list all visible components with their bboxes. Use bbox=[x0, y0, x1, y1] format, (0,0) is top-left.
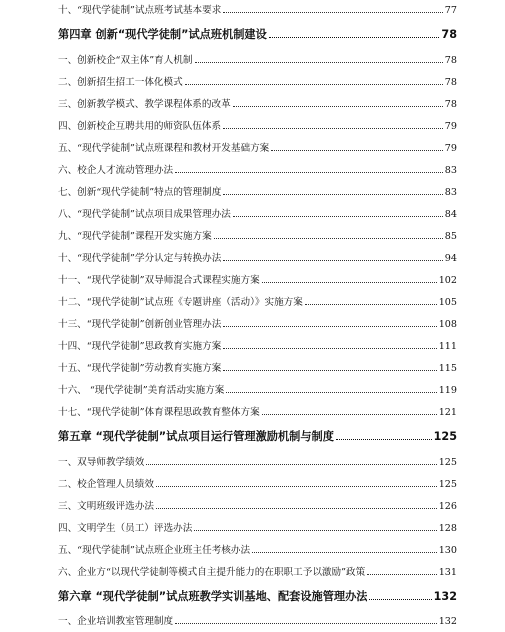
toc-entry-page: 102 bbox=[438, 275, 457, 286]
toc-entry bbox=[58, 478, 457, 492]
leader-dots bbox=[223, 260, 442, 261]
toc-entry bbox=[58, 98, 457, 112]
toc-entry bbox=[58, 120, 457, 134]
toc-entry bbox=[58, 208, 457, 222]
leader-dots bbox=[233, 216, 443, 217]
toc-entry bbox=[58, 4, 457, 18]
leader-dots bbox=[262, 282, 437, 283]
toc-entry-title: 十六、 “现代学徒制”美育活动实施方案 bbox=[58, 385, 225, 396]
toc-entry-title: 五、“现代学徒制”试点班课程和教材开发基础方案 bbox=[58, 143, 270, 154]
leader-dots bbox=[185, 84, 443, 85]
leader-dots bbox=[305, 304, 437, 305]
leader-dots bbox=[271, 150, 443, 151]
leader-dots bbox=[262, 414, 437, 415]
toc-chapter-heading bbox=[58, 430, 457, 444]
toc-entry-page: 79 bbox=[444, 143, 457, 154]
leader-dots bbox=[369, 599, 431, 600]
toc-entry bbox=[58, 522, 457, 536]
leader-dots bbox=[226, 392, 436, 393]
toc-entry-title: 十七、“现代学徒制”体育课程思政教育整体方案 bbox=[58, 407, 260, 418]
toc-entry-page: 78 bbox=[444, 77, 457, 88]
toc-entry bbox=[58, 406, 457, 420]
toc-entry bbox=[58, 186, 457, 200]
toc-entry-title: 三、文明班级评选办法 bbox=[58, 501, 154, 512]
toc-entry bbox=[58, 544, 457, 558]
leader-dots bbox=[252, 552, 437, 553]
toc-entry-title: 六、校企人才流动管理办法 bbox=[58, 165, 174, 176]
toc-entry-title: 十四、“现代学徒制”思政教育实施方案 bbox=[58, 341, 222, 352]
toc-entry-page: 83 bbox=[444, 187, 457, 198]
toc-entry-title: 四、文明学生（员工）评选办法 bbox=[58, 523, 193, 534]
leader-dots bbox=[175, 623, 437, 624]
leader-dots bbox=[269, 37, 440, 38]
toc-entry bbox=[58, 384, 457, 398]
leader-dots bbox=[195, 62, 443, 63]
leader-dots bbox=[146, 464, 436, 465]
toc-entry bbox=[58, 54, 457, 68]
toc-entry-title: 六、企业方“以现代学徒制等模式自主提升能力的在职职工予以激励”政策 bbox=[58, 567, 366, 578]
toc-entry-title: 十三、“现代学徒制”创新创业管理办法 bbox=[58, 319, 222, 330]
toc-entry-page: 121 bbox=[438, 407, 457, 418]
toc-chapter-heading bbox=[58, 28, 457, 42]
toc-entry-title: 二、创新招生招工一体化模式 bbox=[58, 77, 183, 88]
toc-chapter-title: 第六章 “现代学徒制”试点班教学实训基地、配套设施管理办法 bbox=[58, 590, 368, 603]
leader-dots bbox=[223, 128, 443, 129]
leader-dots bbox=[367, 574, 436, 575]
toc-entry-page: 84 bbox=[444, 209, 457, 220]
toc-entry bbox=[58, 230, 457, 244]
toc-chapter-page: 132 bbox=[433, 590, 457, 603]
toc-entry bbox=[58, 615, 457, 629]
toc-entry-title: 七、创新“现代学徒制”特点的管理制度 bbox=[58, 187, 222, 198]
toc-entry-page: 119 bbox=[438, 385, 457, 396]
toc-entry bbox=[58, 566, 457, 580]
leader-dots bbox=[194, 530, 436, 531]
toc-entry-page: 79 bbox=[444, 121, 457, 132]
toc-entry-page: 128 bbox=[438, 523, 457, 534]
toc-entry-page: 77 bbox=[444, 5, 457, 16]
toc-entry-title: 一、企业培训教室管理制度 bbox=[58, 616, 174, 627]
leader-dots bbox=[175, 172, 443, 173]
leader-dots bbox=[233, 106, 443, 107]
toc-entry bbox=[58, 274, 457, 288]
leader-dots bbox=[223, 370, 436, 371]
leader-dots bbox=[223, 326, 436, 327]
toc-entry-title: 十五、“现代学徒制”劳动教育实施方案 bbox=[58, 363, 222, 374]
toc-entry bbox=[58, 164, 457, 178]
toc-chapter-heading bbox=[58, 590, 457, 604]
toc-entry-page: 131 bbox=[438, 567, 457, 578]
toc-chapter-title: 第四章 创新“现代学徒制”试点班机制建设 bbox=[58, 28, 267, 41]
toc-entry-title: 十二、“现代学徒制”试点班《专题讲座（活动）》实施方案 bbox=[58, 297, 303, 308]
toc-entry-title: 一、创新校企“双主体”育人机制 bbox=[58, 55, 193, 66]
toc-entry-title: 九、“现代学徒制”课程开发实施方案 bbox=[58, 231, 212, 242]
leader-dots bbox=[156, 486, 437, 487]
toc-chapter-title: 第五章 “现代学徒制”试点项目运行管理激励机制与制度 bbox=[58, 430, 334, 443]
toc-entry-title: 十、“现代学徒制”试点班考试基本要求 bbox=[58, 5, 222, 16]
toc-entry-title: 三、创新教学模式、教学课程体系的改革 bbox=[58, 99, 231, 110]
toc-entry bbox=[58, 362, 457, 376]
toc-entry-page: 105 bbox=[438, 297, 457, 308]
toc-entry bbox=[58, 296, 457, 310]
toc-entry-page: 130 bbox=[438, 545, 457, 556]
leader-dots bbox=[223, 348, 436, 349]
toc-entry bbox=[58, 76, 457, 90]
toc-entry bbox=[58, 500, 457, 514]
leader-dots bbox=[156, 508, 437, 509]
toc-entry-page: 132 bbox=[438, 616, 457, 627]
leader-dots bbox=[214, 238, 443, 239]
toc-entry bbox=[58, 252, 457, 266]
leader-dots bbox=[223, 194, 442, 195]
toc-entry-title: 五、“现代学徒制”试点班企业班主任考核办法 bbox=[58, 545, 251, 556]
toc-chapter-page: 78 bbox=[441, 28, 457, 41]
toc-entry bbox=[58, 142, 457, 156]
toc-entry bbox=[58, 318, 457, 332]
toc-entry-page: 78 bbox=[444, 99, 457, 110]
toc-entry-page: 115 bbox=[438, 363, 457, 374]
toc-entry-page: 108 bbox=[438, 319, 457, 330]
toc-entry-page: 126 bbox=[438, 501, 457, 512]
toc-entry-page: 111 bbox=[438, 341, 457, 352]
toc-entry-page: 83 bbox=[444, 165, 457, 176]
toc-entry-title: 一、双导师教学绩效 bbox=[58, 457, 145, 468]
toc-entry-page: 125 bbox=[438, 457, 457, 468]
toc-entry-title: 二、校企管理人员绩效 bbox=[58, 479, 154, 490]
toc-chapter-page: 125 bbox=[433, 430, 457, 443]
toc-entry-title: 十、“现代学徒制”学分认定与转换办法 bbox=[58, 253, 222, 264]
leader-dots bbox=[223, 12, 442, 13]
toc-entry-title: 八、“现代学徒制”试点项目成果管理办法 bbox=[58, 209, 231, 220]
toc-entry-title: 十一、“现代学徒制”双导师混合式课程实施方案 bbox=[58, 275, 260, 286]
toc-entry-page: 94 bbox=[444, 253, 457, 264]
toc-entry-title: 四、创新校企互聘共用的师资队伍体系 bbox=[58, 121, 222, 132]
leader-dots bbox=[336, 439, 432, 440]
toc-entry bbox=[58, 456, 457, 470]
toc-entry bbox=[58, 340, 457, 354]
toc-entry-page: 85 bbox=[444, 231, 457, 242]
toc-entry-page: 78 bbox=[444, 55, 457, 66]
toc-entry-page: 125 bbox=[438, 479, 457, 490]
